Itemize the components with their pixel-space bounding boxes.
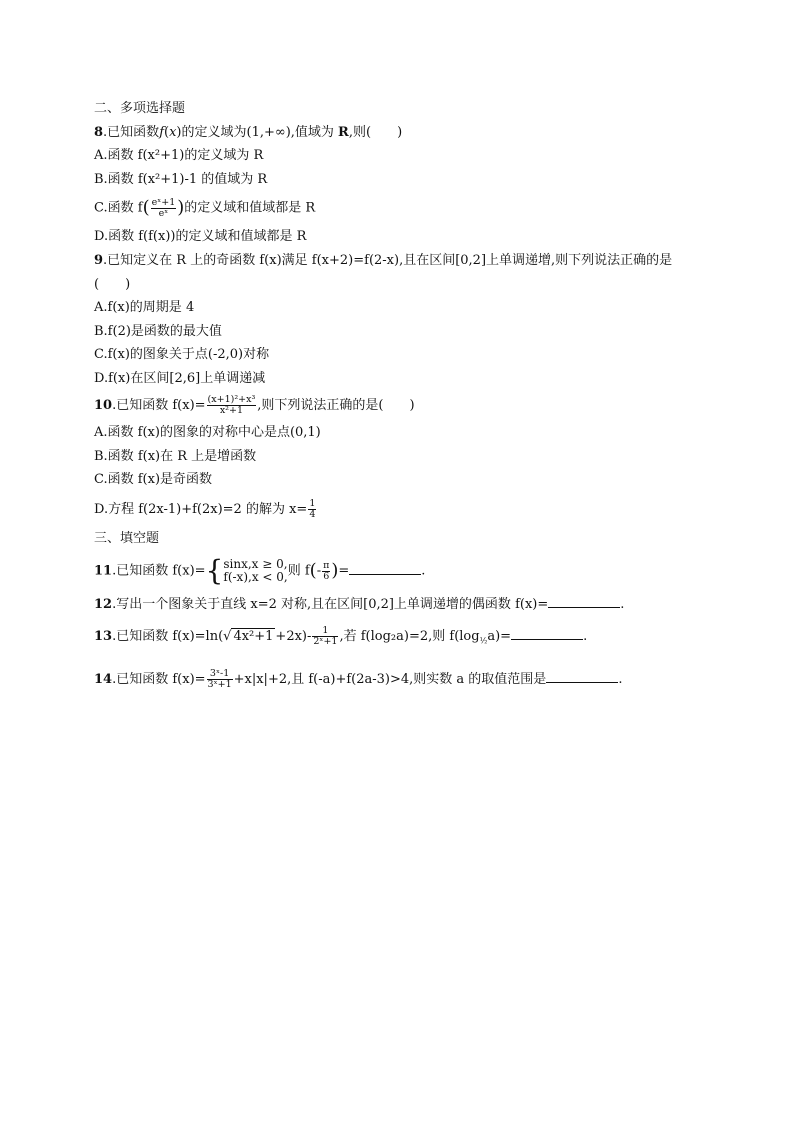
fraction-numerator: 1 bbox=[309, 497, 316, 509]
q11-stem-a: .已知函数 f(x)= bbox=[112, 563, 206, 579]
q8-fx: f bbox=[159, 124, 164, 140]
q10-stem-a: .已知函数 f(x)= bbox=[112, 398, 206, 414]
section-title-multiple-choice: 二、多项选择题 bbox=[94, 101, 186, 116]
answer-blank[interactable] bbox=[546, 670, 618, 683]
question-8-stem: 8.已知函数f(x)的定义域为(1,+∞),值域为 R,则( ) bbox=[94, 124, 403, 140]
q14-fraction bbox=[207, 669, 233, 690]
q8-option-a: A.函数 f(x²+1)的定义域为 R bbox=[94, 148, 264, 164]
q9-option-b: B.f(2)是函数的最大值 bbox=[94, 323, 222, 339]
q8-c-post: 的定义域和值域都是 R bbox=[184, 200, 316, 216]
fraction-denominator: 6 bbox=[323, 570, 330, 582]
fraction-denominator: eˣ bbox=[158, 207, 169, 219]
q9-option-c: C.f(x)的图象关于点(-2,0)对称 bbox=[94, 347, 270, 363]
question-9-stem bbox=[94, 252, 714, 270]
q13-sqrt: 4x²+1 bbox=[233, 628, 274, 644]
case-1: sinx,x ≥ 0, bbox=[223, 557, 288, 572]
question-12 bbox=[94, 595, 714, 614]
fraction-denominator: 2ˣ+1 bbox=[313, 635, 338, 647]
fraction-numerator: eˣ+1 bbox=[151, 196, 176, 208]
q11-end: . bbox=[421, 563, 426, 579]
q13-end: . bbox=[583, 628, 588, 644]
fraction-numerator: 1 bbox=[312, 626, 338, 637]
q8-c-fraction bbox=[151, 198, 177, 219]
question-10-stem bbox=[94, 395, 714, 416]
q10-d-fraction bbox=[308, 499, 316, 520]
case-2: f(-x),x < 0, bbox=[223, 570, 288, 585]
question-11: 11.已知函数 f(x)={ sinx,x ≥ 0, f(-x),x < 0, 则 f(- $\frac{\pi}{6}$ )= . bbox=[94, 554, 426, 588]
q10-fraction bbox=[207, 395, 257, 416]
q12-end: . bbox=[620, 597, 625, 613]
section-title-fill-in: 三、填空题 bbox=[94, 530, 160, 546]
question-number: 10 bbox=[94, 398, 113, 414]
q13-log-base: ½ bbox=[479, 636, 488, 646]
question-13: 13.已知函数 f(x)=ln(√ 4x²+1 +2x)- $\frac{1}{\text{2ˣ+1}}$ ,若 f(log₂a)=2,则 $f(\log_{\frac{1}{2}}a)=$ . bbox=[94, 624, 588, 647]
q11-arg-sign: - bbox=[316, 563, 322, 579]
question-number: 9 bbox=[94, 253, 104, 269]
q10-stem-b: ,则下列说法正确的是( ) bbox=[257, 398, 415, 414]
q10-option-a: A.函数 f(x)的图象的对称中心是点(0,1) bbox=[94, 425, 321, 441]
q8-option-c: C.函数 f( $\frac{\text{eˣ+1}}{\text{eˣ}}$ )的定义域和值域都是 R bbox=[94, 196, 316, 219]
exam-page bbox=[94, 98, 714, 690]
answer-blank[interactable] bbox=[511, 627, 583, 640]
q10-option-b: B.函数 f(x)在 R 上是增函数 bbox=[94, 448, 257, 464]
q9-stem: .已知定义在 R 上的奇函数 f(x)满足 f(x+2)=f(2-x),且在区间[0,2]上单调递增,则下列说法正确的是 bbox=[103, 253, 673, 269]
q11-cases bbox=[223, 558, 287, 584]
fraction-denominator: 3ˣ+1 bbox=[207, 679, 232, 691]
q10-d-pre: D.方程 f(2x-1)+f(2x)=2 的解为 x= bbox=[94, 501, 308, 517]
q14-stem-b: +x|x|+2,且 f(-a)+f(2a-3)>4,则实数 a 的取值范围是 bbox=[233, 672, 547, 688]
fraction-numerator: 3ˣ-1 bbox=[207, 669, 233, 680]
fraction-denominator: x²+1 bbox=[219, 405, 243, 417]
answer-blank[interactable] bbox=[548, 595, 620, 608]
q13-fraction bbox=[312, 626, 338, 647]
q10-option-d bbox=[94, 499, 714, 520]
left-brace: { bbox=[205, 554, 224, 588]
fraction-denominator: 4 bbox=[309, 508, 316, 520]
q11-stem-c: = bbox=[338, 563, 350, 579]
question-number: 14 bbox=[94, 672, 113, 688]
q8-option-b: B.函数 f(x²+1)-1 的值域为 R bbox=[94, 171, 268, 187]
q13-stem-b: +2x)- bbox=[275, 628, 312, 644]
fraction-numerator: π bbox=[323, 559, 330, 571]
question-number: 13 bbox=[94, 628, 113, 644]
q9-stem-bracket: ( ) bbox=[94, 276, 131, 292]
question-number: 12 bbox=[94, 597, 113, 613]
q13-stem-a: .已知函数 f(x)=ln( bbox=[112, 628, 224, 644]
q12-stem: .写出一个图象关于直线 x=2 对称,且在区间[0,2]上单调递增的偶函数 f(x)= bbox=[112, 597, 549, 613]
q8-c-pre: C.函数 f bbox=[94, 200, 143, 216]
q8-stem-c: ,则( ) bbox=[348, 124, 403, 140]
fraction-numerator: (x+1)²+x³ bbox=[207, 394, 256, 406]
q14-stem-a: .已知函数 f(x)= bbox=[112, 672, 206, 688]
q13-stem-c: ,若 f(log₂a)=2,则 f(log bbox=[339, 628, 480, 644]
question-number: 11 bbox=[94, 563, 113, 579]
q8-option-d: D.函数 f(f(x))的定义域和值域都是 R bbox=[94, 229, 307, 245]
q9-option-d: D.f(x)在区间[2,6]上单调递减 bbox=[94, 370, 266, 386]
q8-stem-b: 的定义域为(1,+∞),值域为 bbox=[181, 124, 334, 140]
q10-option-c: C.函数 f(x)是奇函数 bbox=[94, 472, 213, 488]
q11-fraction bbox=[322, 561, 330, 582]
answer-blank[interactable] bbox=[349, 562, 421, 575]
q8-stem-a: .已知函数 bbox=[103, 124, 160, 140]
q11-stem-b: 则 f bbox=[287, 563, 310, 579]
question-14 bbox=[94, 669, 714, 690]
q9-option-a: A.f(x)的周期是 4 bbox=[94, 300, 195, 316]
question-number: 8 bbox=[94, 124, 104, 140]
q14-end: . bbox=[618, 672, 623, 688]
q8-R: R bbox=[338, 124, 349, 140]
q13-stem-d: a)= bbox=[487, 628, 512, 644]
